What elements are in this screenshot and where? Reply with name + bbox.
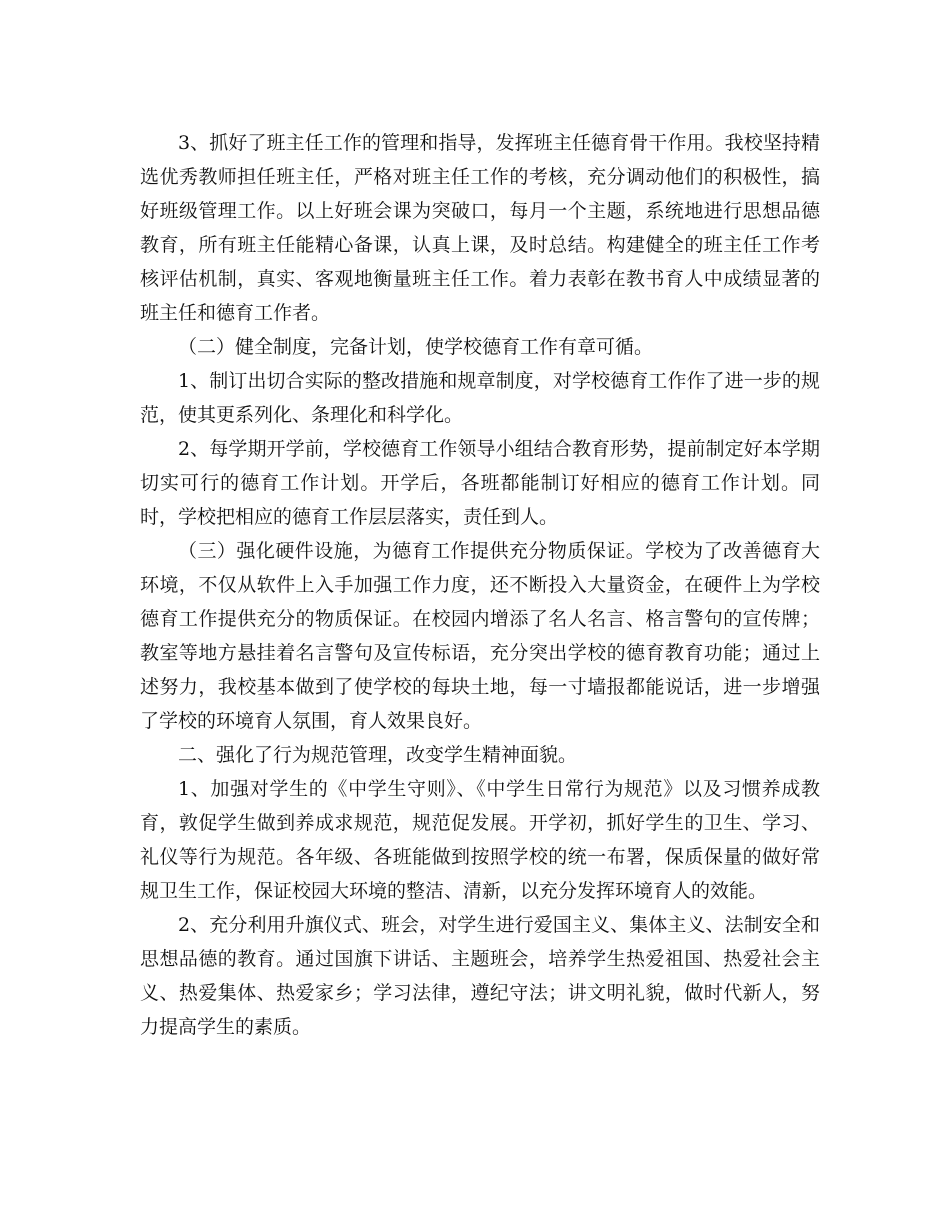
paragraph-hardware-facilities: （三）强化硬件设施，为德育工作提供充分物质保证。学校为了改善德育大环境，不仅从软件上入手加强工作力度，还不断投入大量资金，在硬件上为学校德育工作提供充分的物质保证。在校园内增添了名人名言、格言警句的宣传牌；教室等地方悬挂着名言警句及宣传标语，充分突出学校的德育教育功能；通过上述努力，我校基本做到了使学校的每块土地，每一寸墙报都能说话，进一步增强了学校的环境育人氛围，育人效果良好。	[140, 540, 820, 732]
paragraph-head-teacher-management: 3、抓好了班主任工作的管理和指导，发挥班主任德育骨干作用。我校坚持精选优秀教师担任班主任，严格对班主任工作的考核，充分调动他们的积极性，搞好班级管理工作。以上好班会课为突破口，每月一个主题，系统地进行思想品德教育，所有班主任能精心备课，认真上课，及时总结。构建健全的班主任工作考核评估机制，真实、客观地衡量班主任工作。着力表彰在教书育人中成绩显著的班主任和德育工作者。	[140, 132, 820, 324]
document-body	[140, 126, 820, 1044]
paragraph-student-code: 1、加强对学生的《中学生守则》、《中学生日常行为规范》以及习惯养成教育，敦促学生做到养成求规范，规范促发展。开学初，抓好学生的卫生、学习、礼仪等行为规范。各年级、各班能做到按照学校的统一布署，保质保量的做好常规卫生工作，保证校园大环境的整洁、清新，以充分发挥环境育人的效能。	[140, 778, 820, 902]
paragraph-flag-ceremony: 2、充分利用升旗仪式、班会，对学生进行爱国主义、集体主义、法制安全和思想品德的教育。通过国旗下讲话、主题班会，培养学生热爱祖国、热爱社会主义、热爱集体、热爱家乡；学习法律，遵纪守法；讲文明礼貌，做时代新人，努力提高学生的素质。	[140, 914, 820, 1038]
paragraph-rules-regulations: 1、制订出切合实际的整改措施和规章制度，对学校德育工作作了进一步的规范，使其更系列化、条理化和科学化。	[140, 370, 820, 426]
section-heading-behavior-norms: 二、强化了行为规范管理，改变学生精神面貌。	[178, 744, 578, 766]
section-heading-system-planning: （二）健全制度，完备计划，使学校德育工作有章可循。	[178, 336, 654, 358]
paragraph-semester-plan: 2、每学期开学前，学校德育工作领导小组结合教育形势，提前制定好本学期切实可行的德育工作计划。开学后，各班都能制订好相应的德育工作计划。同时，学校把相应的德育工作层层落实，责任到人。	[140, 438, 820, 528]
